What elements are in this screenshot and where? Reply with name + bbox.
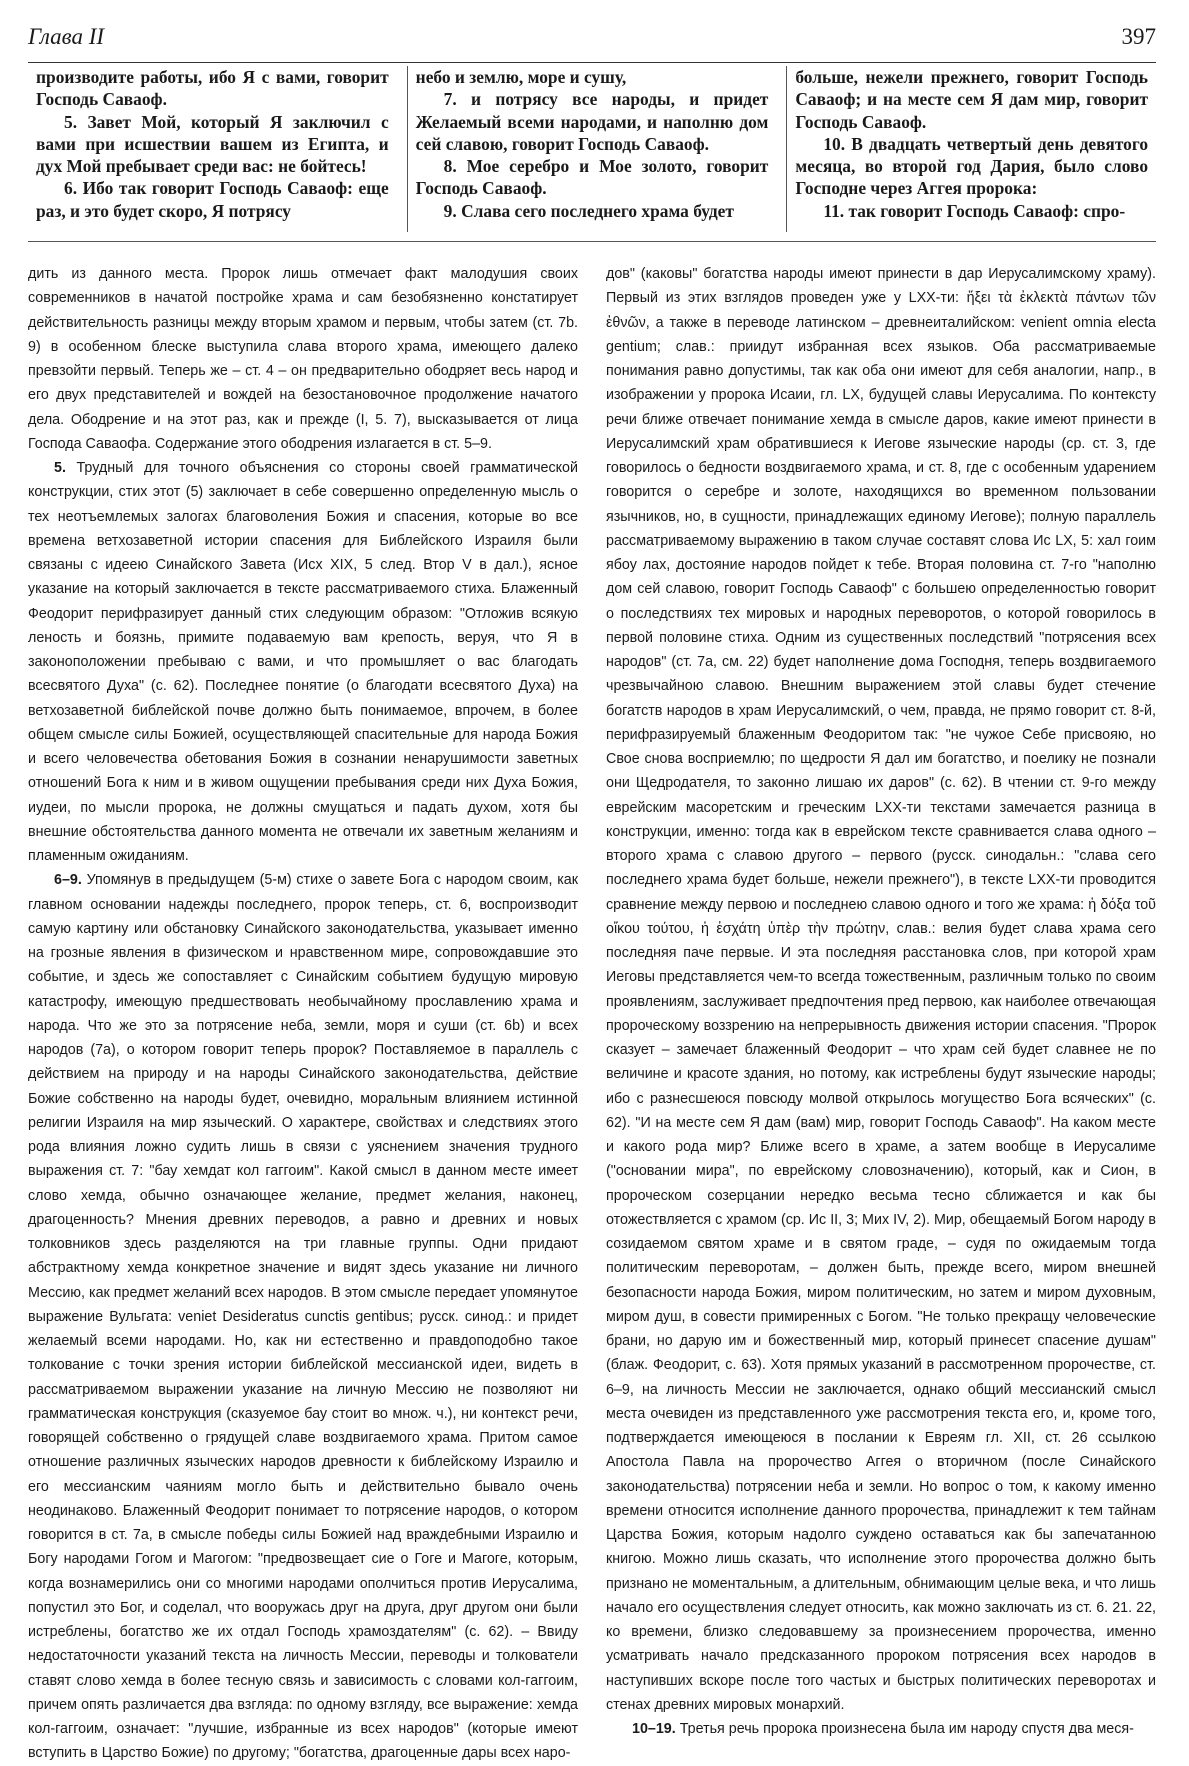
scripture-verse-7: 7. и потрясу все народы, и придет Желаемый всеми народами, и наполню дом сей славою, говорит Господь Саваоф. [415, 89, 769, 154]
page-number: 397 [1121, 24, 1156, 49]
commentary-paragraph-v10-19 [606, 1717, 1156, 1741]
scripture-paragraph: производите работы, ибо Я с вами, говорит Господь Саваоф. [36, 67, 389, 110]
chapter-title: Глава II [28, 24, 105, 49]
commentary-paragraph-v6-9 [28, 868, 578, 1765]
commentary-paragraph-v5 [28, 456, 578, 868]
scripture-column-3 [786, 66, 1156, 232]
scripture-verse-6: 6. Ибо так говорит Господь Саваоф: еще раз, и это будет скоро, Я потрясу [36, 178, 389, 221]
verse-reference: 5. [54, 460, 66, 476]
commentary-paragraph [606, 262, 1156, 1717]
commentary-column-left [28, 262, 578, 1762]
scripture-paragraph: больше, нежели прежнего, говорит Господь Саваоф; и на месте сем Я дам мир, говорит Господь Саваоф. [795, 67, 1149, 132]
commentary-text: Трудный для точного объяснения со стороны своей грамматической конструкции, стих этот (5) заключает в себе совершенно определенную мысль о тех неотъемлемых залогах благоволения Божия и спасения, которые во все времена ветхозаветной истории спасения для Библейского Израиля были связаны с идеею Синайского Завета (Исх XIX, 5 след. Втор V в дал.), ясное указание на который заключается в тексте рассматриваемого стиха. Блаженный Феодорит перифразирует данный стих следующим образом: "Отложив всякую леность и боязнь, примите подаваемую вам крепость, веруя, что Я в законоположении пребываю с вами, и что промышляет о вас благодать всесвятого Духа" (с. 62). Последнее понятие (о благодати всесвятого Духа) на ветхозаветной библейской почве должно быть понимаемое, впрочем, в более общем смысле силы Божией, осуществляющей спасительные для народа Божия и всего человечества обетования Божия в сознании ненарушимости заветных отношений Бога к ним и в живом ощущении пребывания среди них Духа Божия, иудеи, по мысли пророка, не должны смущаться и падать духом, хотя бы внешние обстоятельства данного момента не отвечали их заветным желаниям и пламенным ожиданиям. [28, 460, 578, 864]
scripture-verse-8: 8. Мое серебро и Мое золото, говорит Господь Саваоф. [415, 156, 769, 199]
commentary-column-right [606, 262, 1156, 1737]
scripture-verse-9: 9. Слава сего последнего храма будет [443, 200, 734, 221]
scripture-column-2 [407, 66, 777, 232]
commentary-text: дить из данного места. Пророк лишь отмечает факт малодушия своих современников в начатой постройке храма и сам безобязненно констатирует действительность разницы между вторым храмом и первым, чтобы затем (ст. 7b. 9) в особенном блеске выступила слава второго храма, имеющего далеко превзойти первый. Теперь же – ст. 4 – он предварительно ободряет весь народ и его двух представителей и вождей на безостановочное продолжение начатого дела. Ободрение и на этот раз, как и прежде (I, 5. 7), высказывается от лица Господа Саваофа. Содержание этого ободрения излагается в ст. 5–9. [28, 266, 578, 452]
scripture-verse-10: 10. В двадцать четвертый день девятого месяца, во второй год Дария, было слово Господне через Аггея пророка: [795, 133, 1149, 199]
commentary-text: Упомянув в предыдущем (5-м) стихе о завете Бога с народом своим, как главном основании надежды последнего, пророк теперь, ст. 6, воспроизводит самую картину или обстановку Синайского законодательства, указывает именно на грозные явления в физическом и нравственном мире, сопровождавшие это событие, и здесь же сопоставляет с Синайским событием будущую мировую катастрофу, имеющую предшествовать необычайному прославлению храма и народа. Что же это за потрясение неба, земли, моря и суши (ст. 6b) и всех народов (7а), о котором говорит теперь пророк? Поставляемое в параллель с действием на природу и на народы Синайского законодательства, действие Божие собственно на народы будет, очевидно, моральным влиянием истинной религии Израиля на мир языческий. О характере, свойствах и следствиях этого рода влияния ложно судить лишь в связи с уяснением значения трудного выражения ст. 7: "бау хемдат кол гаггоим". Какой смысл в данном месте имеет слово хемда, обычно означающее желание, предмет желания, наконец, драгоценность? Мнения древних переводов, а равно и древних и новых толковников здесь разделяются на три главные группы. Одни придают абстрактному хемда конкретное значение и видят здесь указание ни личного Мессию, как предмет желаний всех народов. В этом смысле передает упомянутое выражение Вульгата: veniet Desideratus cunctis gentibus; русск. синод.: и придет желаемый всеми народами. Но, как ни естественно и правдоподобно такое толкование с точки зрения истории библейской мессианской идеи, видеть в рассматриваемом выражении указание на личную Мессию не позволяют ни грамматическая конструкция (сказуемое бау стоит во множ. ч.), ни контекст речи, говорящей собственно о грядущей славе воздвигаемого храма. Притом самое отношение различных языческих народов древности к библейскому Израилю и его мессианским чаяниям могло быть и действительно бывало очень неодинаково. Блаженный Феодорит понимает то потрясение народов, о котором говорится в ст. 7а, в смысле победы силы Божией над враждебными Израилю и Богу народами Гогом и Магогом: "предвозвещает сие о Гоге и Магоге, которым, когда вознамерились они со многими народами ополчиться против Иерусалима, попустил это Бог, и соделал, что вооружась друг на друга, друг другом они были истреблены, богатство же их отдал Господь храмоздателям" (с. 62). – Ввиду недостаточности указаний текста на личность Мессии, переводы и толкователи ставят слово хемда в более тесную связь и зависимость с словами кол-гаггоим, причем опять различается два взгляда: по одному взгляду, все выражение: хемда кол-гаггоим, означает: "лучшие, избранные из всех народов" (которые имеют вступить в Царство Божие) по другому; "богатства, драгоценные дары всех наро- [28, 872, 578, 1762]
section-divider [28, 241, 1156, 242]
verse-reference: 6–9. [54, 872, 82, 889]
scripture-paragraph: небо и землю, море и сушу, [415, 67, 627, 87]
scripture-text [28, 66, 1156, 232]
running-header [28, 18, 1156, 63]
scripture-verse-11: 11. так говорит Господь Саваоф: спро- [823, 200, 1126, 221]
scripture-column-1 [28, 66, 397, 232]
commentary-text: дов" (каковы" богатства народы имеют принести в дар Иерусалимскому храму). Первый из этих взглядов проведен уже у LXX-ти: ἥξει τὰ ἐκλεκτὰ πάντων τῶν ἐθνῶν, а также в переводе латинском – древнеиталийском: venient omnia electa gentium; слав.: приидут избранная всех языков. Оба рассматриваемые понимания равно допустимы, так как оба они имеют для себя аналогии, напр., в изображении у пророка Исаии, гл. LX, будущей славы Иерусалима. По контексту речи ближе отвечает понимание хемда в смысле даров, какие имеют принести в Иерусалимский храм обратившиеся к Иегове языческие народы (ср. ст. 3, где говорилось о бедности воздвигаемого храма, и ст. 8, где с особенным ударением говорится о серебре и золоте, находящихся во временном пользовании язычников, но, в сущности, принадлежащих единому Иегове); полную параллель рассматриваемому выражению в таком случае составят слова Ис LX, 5: хал гоим ябоу лах, достояние народов пойдет к тебе. Вторая половина ст. 7-го "наполню дом сей славою, говорит Господь Саваоф" с большею определенностью говорит о последствиях тех мировых и народных переворотов, о которой говорилось в первой половине стиха. Одним из существенных последствий "потрясения всех народов" (ст. 7а, см. 22) будет наполнение дома Господня, теперь воздвигаемого чрезвычайною славою. Внешним выражением этой славы будет стечение богатств народов в храм Иерусалимский, о чем, правда, не прямо говорит ст. 8-й, перифразируемый блаженным Феодоритом так: "не чужое Себе присвояю, но Свое снова восприемлю; по щедрости Я дал им богатство, и поелику не познали они Щедродателя, то законно лишаю их даров" (с. 62). В чтении ст. 9-го между еврейским масоретским и греческим LXX-ти текстами замечается разница в конструкции, именно: тогда как в еврейском тексте сравнивается слава одного – второго храма с славою другого – первого (русск. синодальн.: "слава сего последнего храма будет больше, нежели прежнего"), в тексте LXX-ти проводится сравнение между первою и последнею славою одного и того же храма: ἡ δόξα τοῦ οἴκου τούτου, ἡ ἐσχάτη ὑπὲρ τὴν πρώτην, слав.: велия будет слава храма сего последняя паче первые. И эта последняя расстановка слов, при которой храм Иеговы представляется чем-то всегда тожественным, различным только по своим проявлениям, заслуживает предпочтения пред первою, как наиболее отвечающая пророческому воззрению на непрерывность движения истории спасения. "Пророк сказует – замечает блаженный Феодорит – что храм сей будет славнее не по величине и красоте здания, но потому, как истреблены будут языческие народы; ибо с разнесшеюся повсюду молвой открылось могущество Бога всяческих" (с. 62). "И на месте сем Я дам (вам) мир, говорит Господь Саваоф". На каком месте и какого рода мир? Ближе всего в храме, а затем вообще в Иерусалиме ("основании мира", по еврейскому словозначению), который, как и Сион, в пророческом созерцании нередко весьма тесно сближается и как бы отожествляется с храмом (ср. Ис II, 3; Мих IV, 2). Мир, обещаемый Богом народу в созидаемом святом храме и в святом граде, – судя по ожидаемым тогда политическим переворотам, – должен быть, прежде всего, миром внешней безопасности народа Божия, миром политическим, но затем и миром духовным, миром душ, в совести примиренных с Богом. "Не только прекращу человеческие брани, но дарую им и божественный мир, который принесет спасение душам" (блаж. Феодорит, с. 63). Хотя прямых указаний в рассмотренном пророчестве, ст. 6–9, на личность Мессии не заключается, однако общий мессианский смысл места очевиден из представленного уже рассмотрения текста его, и, кроме того, подтверждается имеющеюся в послании к Евреям гл. XII, ст. 26 ссылкою Апостола Павла на пророчество Аггея о вторичном (после Синайского законодательства) потрясении неба и земли. Но вопрос о том, к какому именно времени относится исполнение данного пророчества, принадлежит к тем тайнам Царства Божия, которым надолго суждено оставаться как бы запечатанною книгою. Можно лишь сказать, что исполнение этого пророчества должно быть признано не моментальным, а длительным, обнимающим целые века, и что лишь начало его осуществления следует относить, как можно заключать из ст. 6. 21. 22, ко времени, близко следовавшему за произнесением пророчества, именно усматривать начало предсказанного пророком потрясения всех народов в наступивших вскоре после того частых и быстрых политических переворотах и стенах древних мировых монархий. [606, 266, 1156, 1713]
commentary-text: Третья речь пророка произнесена была им народу спустя два меся- [675, 1721, 1134, 1737]
commentary [28, 262, 1156, 1762]
verse-reference: 10–19. [632, 1721, 676, 1737]
commentary-paragraph [28, 262, 578, 456]
scripture-verse-5: 5. Завет Мой, который Я заключил с вами при исшествии вашем из Египта, и дух Мой пребывает среди вас: не бойтесь! [36, 111, 389, 177]
